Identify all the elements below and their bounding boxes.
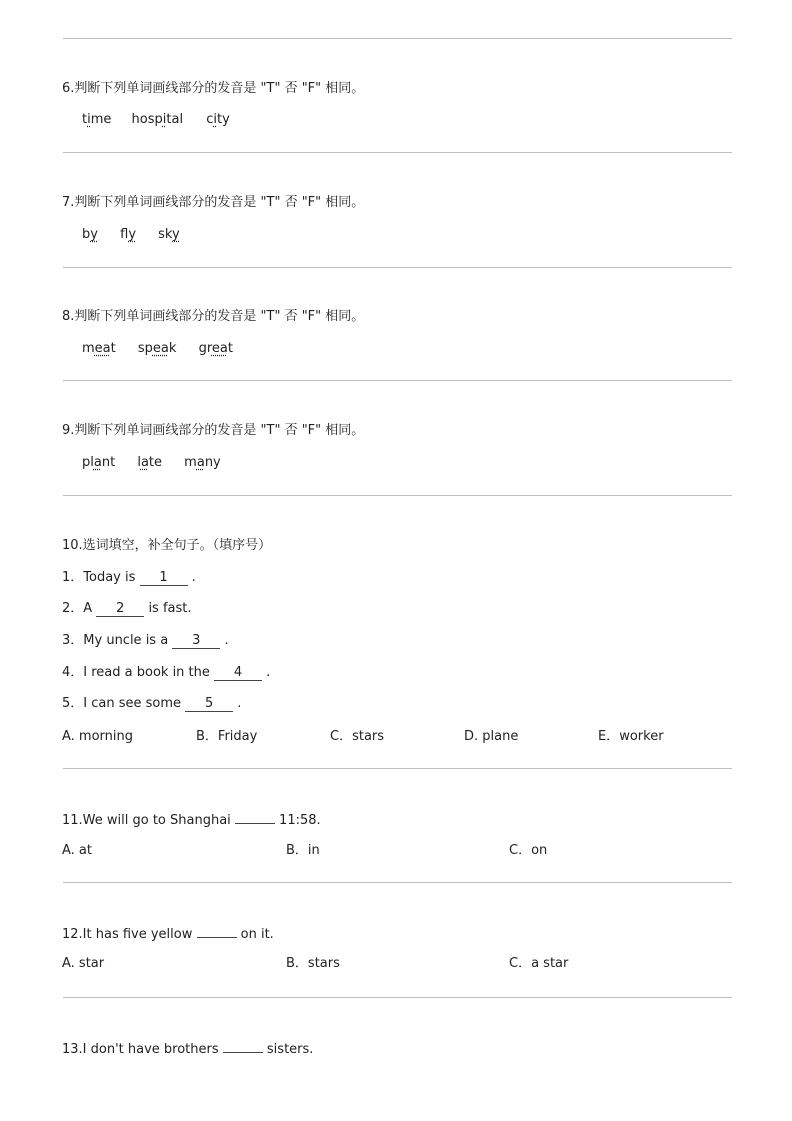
question-8-words xyxy=(82,340,233,358)
divider xyxy=(63,882,732,883)
word-2: hospital xyxy=(131,112,184,127)
answer-blank[interactable] xyxy=(235,810,275,824)
option-a[interactable]: A. star xyxy=(62,956,105,971)
question-13-prompt: 13.I don't have brothers sisters. xyxy=(62,1039,313,1059)
question-10-prompt: 10.选词填空，补全句子。（填序号） xyxy=(62,538,272,553)
option-b[interactable]: B．Friday xyxy=(196,729,258,744)
word-3: city xyxy=(206,112,230,127)
word-3: many xyxy=(184,455,221,470)
option-b[interactable]: B．stars xyxy=(286,956,340,971)
option-c[interactable]: C．on xyxy=(509,843,548,858)
answer-blank[interactable] xyxy=(197,924,237,938)
question-9-words xyxy=(82,454,221,472)
word-3: sky xyxy=(158,227,180,242)
word-2: fly xyxy=(120,227,137,242)
sentence-2: 2．A 2 is fast. xyxy=(62,601,192,616)
option-d[interactable]: D. plane xyxy=(464,729,519,744)
word-1: by xyxy=(82,227,98,242)
sentence-1: 1．Today is 1 . xyxy=(62,570,196,585)
question-9-prompt: 9.判断下列单词画线部分的发音是 "T" 否 "F" 相同。 xyxy=(62,423,365,438)
answer-blank[interactable]: 1 xyxy=(140,570,188,586)
sentence-4: 4．I read a book in the 4 . xyxy=(62,665,271,680)
divider xyxy=(63,495,732,496)
divider xyxy=(63,152,732,153)
divider xyxy=(63,38,732,39)
question-8-prompt: 8.判断下列单词画线部分的发音是 "T" 否 "F" 相同。 xyxy=(62,309,365,324)
sentence-3: 3．My uncle is a 3 . xyxy=(62,633,229,648)
option-b[interactable]: B．in xyxy=(286,843,320,858)
divider xyxy=(63,267,732,268)
question-7-words xyxy=(82,226,180,244)
word-2: late xyxy=(137,455,163,470)
option-a[interactable]: A. at xyxy=(62,843,92,858)
word-1: meat xyxy=(82,341,116,356)
option-e[interactable]: E．worker xyxy=(598,729,664,744)
word-1: plant xyxy=(82,455,116,470)
question-7-prompt: 7.判断下列单词画线部分的发音是 "T" 否 "F" 相同。 xyxy=(62,195,365,210)
answer-blank[interactable]: 3 xyxy=(172,633,220,649)
answer-blank[interactable]: 5 xyxy=(185,696,233,712)
sentence-5: 5．I can see some 5 . xyxy=(62,696,242,711)
question-12-prompt: 12.It has five yellow on it. xyxy=(62,924,274,944)
answer-blank[interactable] xyxy=(223,1039,263,1053)
option-c[interactable]: C．stars xyxy=(330,729,385,744)
word-3: great xyxy=(198,341,233,356)
answer-blank[interactable]: 2 xyxy=(96,601,144,617)
divider xyxy=(63,768,732,769)
question-11-prompt: 11.We will go to Shanghai 11:58. xyxy=(62,810,321,830)
question-6-prompt: 6.判断下列单词画线部分的发音是 "T" 否 "F" 相同。 xyxy=(62,81,365,96)
option-c[interactable]: C．a star xyxy=(509,956,569,971)
word-2: speak xyxy=(137,341,177,356)
option-a[interactable]: A. morning xyxy=(62,729,134,744)
divider xyxy=(63,997,732,998)
word-1: time xyxy=(82,112,112,127)
divider xyxy=(63,380,732,381)
answer-blank[interactable]: 4 xyxy=(214,665,262,681)
question-6-words xyxy=(82,111,230,129)
